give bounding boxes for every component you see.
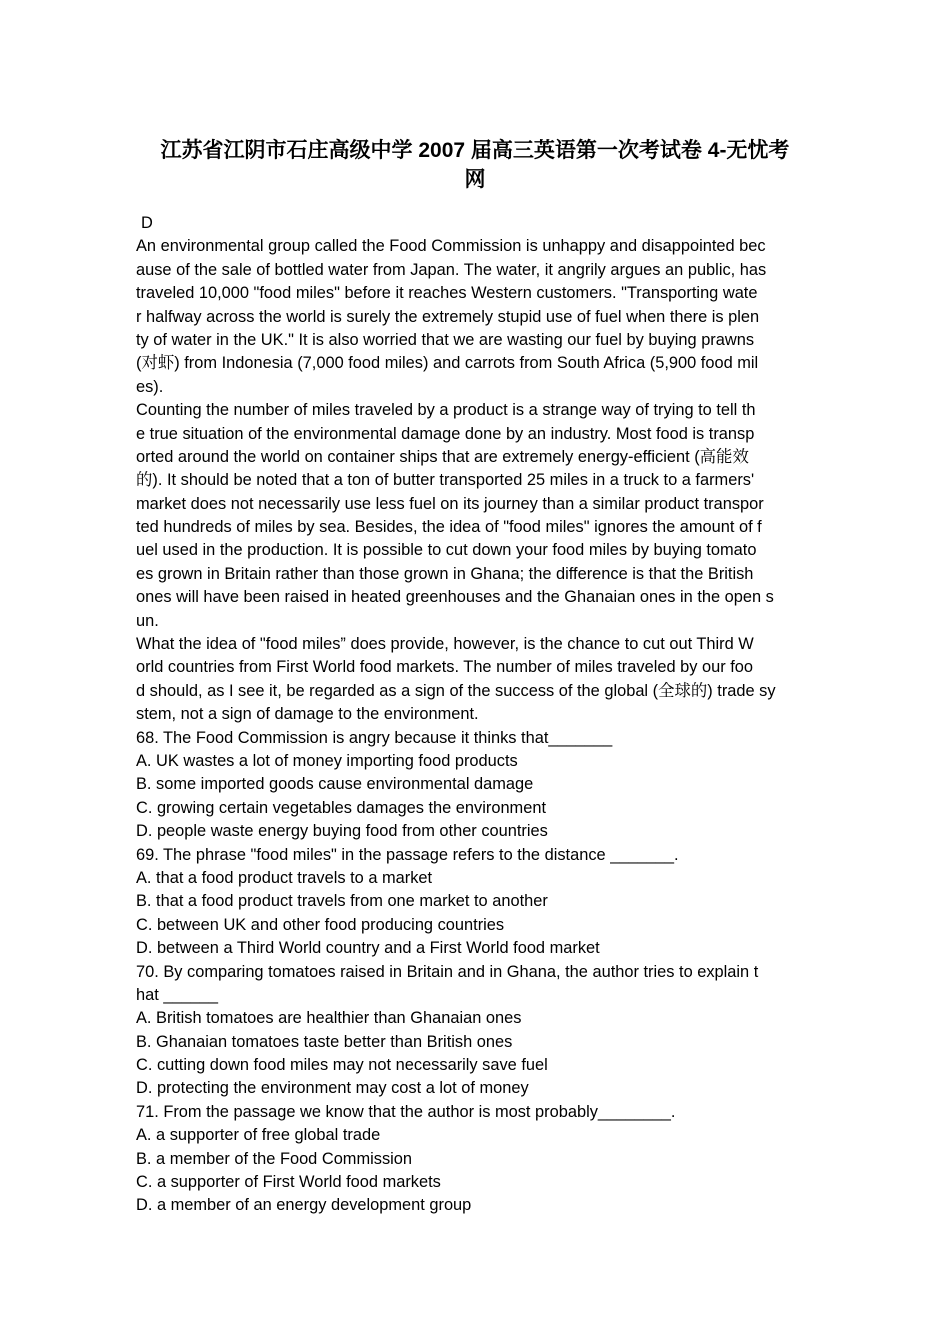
passage-line: ted hundreds of miles by sea. Besides, the idea of "food miles" ignores the amount of f <box>136 518 762 537</box>
title-line: 江苏省江阴市石庄高级中学 2007 届高三英语第一次考试卷 4-无忧考 <box>160 139 790 162</box>
answer-option: C. cutting down food miles may not necessarily save fuel <box>136 1056 548 1075</box>
answer-option: A. a supporter of free global trade <box>136 1126 381 1145</box>
answer-option: D. between a Third World country and a First World food market <box>136 939 600 958</box>
passage-line: es). <box>136 377 164 396</box>
answer-option: C. between UK and other food producing countries <box>136 915 505 934</box>
passage-line: orted around the world on container ships that are extremely energy-efficient (高能效 <box>136 447 749 466</box>
answer-option: C. growing certain vegetables damages the environment <box>136 798 546 817</box>
answer-option: B. a member of the Food Commission <box>136 1149 413 1168</box>
answer-option: C. a supporter of First World food markets <box>136 1173 441 1192</box>
question-68 <box>136 727 812 844</box>
passage-line: d should, as I see it, be regarded as a sign of the success of the global (全球的) trade sy <box>136 681 776 700</box>
question-stem: 71. From the passage we know that the author is most probably________. <box>136 1102 676 1121</box>
passage-line: traveled 10,000 "food miles" before it reaches Western customers. "Transporting wate <box>136 284 758 303</box>
section-label: D <box>141 214 153 232</box>
question-stem: 68. The Food Commission is angry because it thinks that_______ <box>136 728 613 747</box>
answer-option: D. protecting the environment may cost a lot of money <box>136 1079 529 1098</box>
passage-line: un. <box>136 611 159 630</box>
passage-line: 的). It should be noted that a ton of butter transported 25 miles in a truck to a farmers' <box>136 471 755 490</box>
document-title <box>140 136 810 194</box>
document-body <box>136 212 812 1218</box>
reading-passage <box>136 235 812 726</box>
answer-option: D. a member of an energy development group <box>136 1196 472 1215</box>
answer-option: D. people waste energy buying food from other countries <box>136 822 548 841</box>
passage-line: What the idea of "food miles” does provide, however, is the chance to cut out Third W <box>136 635 754 654</box>
answer-option: A. UK wastes a lot of money importing food products <box>136 751 518 770</box>
question-69 <box>136 844 812 961</box>
passage-line: An environmental group called the Food Commission is unhappy and disappointed bec <box>136 237 766 256</box>
passage-line: (对虾) from Indonesia (7,000 food miles) and carrots from South Africa (5,900 food mil <box>136 354 759 373</box>
passage-line: es grown in Britain rather than those grown in Ghana; the difference is that the British <box>136 564 754 583</box>
passage-line: ty of water in the UK." It is also worried that we are wasting our fuel by buying prawns <box>136 330 755 349</box>
answer-option: A. that a food product travels to a market <box>136 868 433 887</box>
passage-line: uel used in the production. It is possible to cut down your food miles by buying tomato <box>136 541 757 560</box>
answer-option: A. British tomatoes are healthier than Ghanaian ones <box>136 1009 522 1028</box>
passage-line: stem, not a sign of damage to the environment. <box>136 705 479 724</box>
question-71 <box>136 1101 812 1218</box>
answer-option: B. Ghanaian tomatoes taste better than British ones <box>136 1032 513 1051</box>
question-stem: hat ______ <box>136 985 219 1004</box>
passage-line: ones will have been raised in heated greenhouses and the Ghanaian ones in the open s <box>136 588 774 607</box>
title-line: 网 <box>464 168 486 191</box>
passage-line: Counting the number of miles traveled by a product is a strange way of trying to tell th <box>136 401 756 420</box>
question-70 <box>136 961 812 1101</box>
passage-line: orld countries from First World food markets. The number of miles traveled by our foo <box>136 658 754 677</box>
question-stem: 69. The phrase "food miles" in the passage refers to the distance _______. <box>136 845 679 864</box>
answer-option: B. some imported goods cause environmental damage <box>136 775 534 794</box>
passage-line: e true situation of the environmental damage done by an industry. Most food is transp <box>136 424 755 443</box>
answer-option: B. that a food product travels from one market to another <box>136 892 548 911</box>
passage-line: market does not necessarily use less fuel on its journey than a similar product transpor <box>136 494 764 513</box>
passage-line: ause of the sale of bottled water from Japan. The water, it angrily argues an public, has <box>136 260 767 279</box>
question-stem: 70. By comparing tomatoes raised in Britain and in Ghana, the author tries to explain t <box>136 962 759 981</box>
passage-line: r halfway across the world is surely the extremely stupid use of fuel when there is plen <box>136 307 760 326</box>
